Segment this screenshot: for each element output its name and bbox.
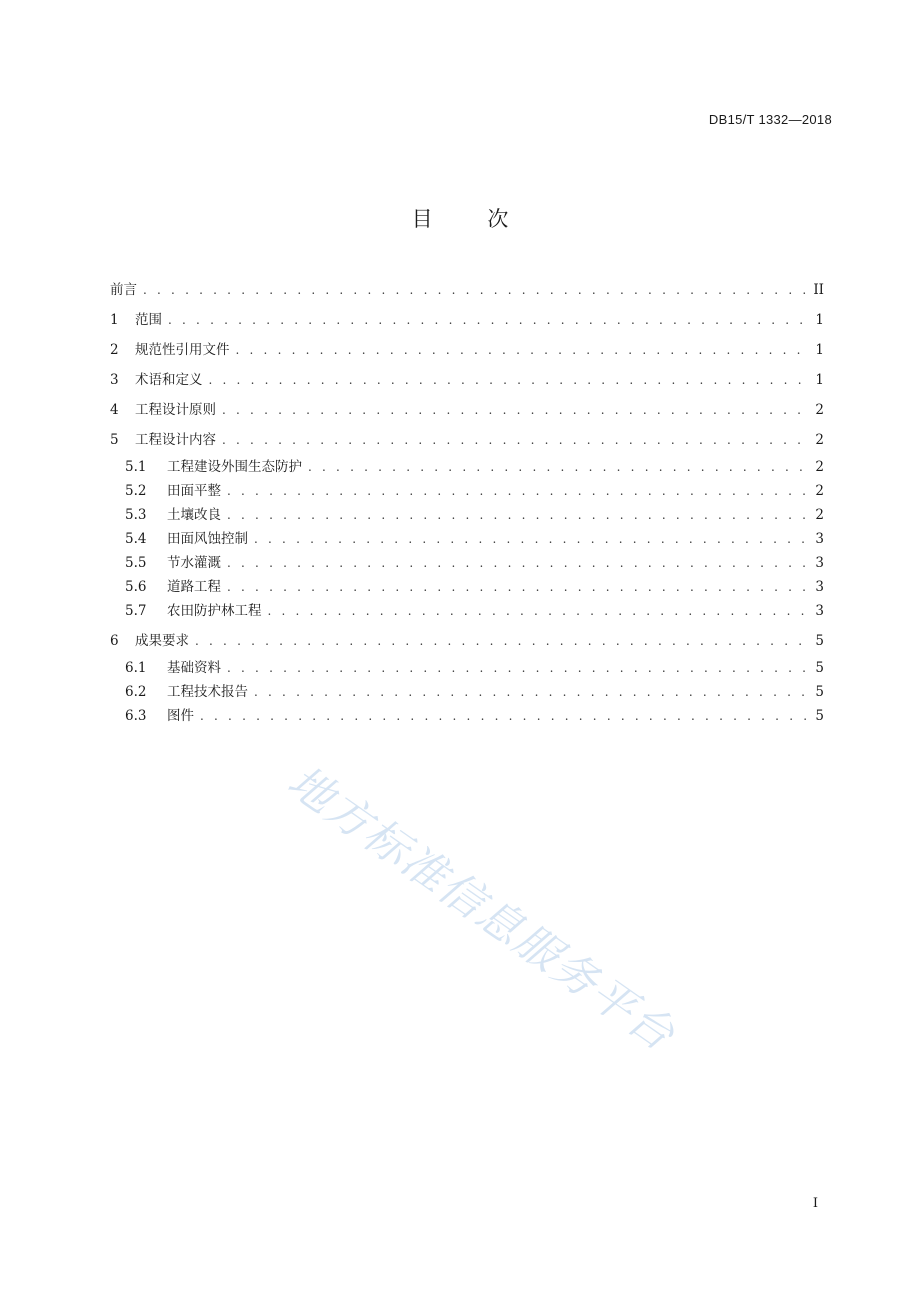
toc-leader-dots [254, 680, 808, 704]
toc-entry-number: 6.2 [125, 684, 147, 700]
toc-entry-number: 2 [110, 342, 119, 358]
watermark: 地方标准信息服务平台 [278, 755, 685, 1062]
toc-entry-label: 术语和定义 [135, 372, 203, 388]
toc-entry-5-4[interactable] [110, 527, 824, 551]
toc-entry-number: 5.5 [125, 555, 147, 571]
toc-leader-dots [227, 479, 808, 503]
toc-entry-page: 3 [815, 555, 824, 571]
toc-leader-dots [200, 704, 808, 728]
toc-leader-dots [195, 629, 808, 653]
toc-entry-page: II [813, 282, 824, 298]
toc-entry-label: 工程技术报告 [167, 684, 248, 700]
toc-entry-page: 5 [815, 633, 824, 649]
toc-entry-5-5[interactable] [110, 551, 824, 575]
toc-entry-number: 5 [110, 432, 119, 448]
toc-entry-page: 1 [815, 372, 824, 388]
toc-entry-label: 农田防护林工程 [167, 603, 262, 619]
toc-entry-page: 1 [815, 312, 824, 328]
toc-entry-5[interactable] [110, 428, 824, 458]
toc-entry-6-1[interactable] [110, 656, 824, 680]
toc-entry-number: 5.6 [125, 579, 147, 595]
toc-entry-number: 5.2 [125, 483, 147, 499]
toc-entry-label: 节水灌溉 [167, 555, 221, 571]
toc-leader-dots [227, 551, 808, 575]
toc-entry-page: 3 [815, 531, 824, 547]
table-of-contents [110, 278, 824, 728]
toc-entry-label: 成果要求 [135, 633, 189, 649]
toc-leader-dots [254, 527, 808, 551]
toc-entry-number: 6.1 [125, 660, 147, 676]
toc-leader-dots [143, 278, 807, 302]
toc-leader-dots [209, 368, 809, 392]
toc-entry-label: 前言 [110, 282, 137, 298]
toc-entry-page: 2 [815, 483, 824, 499]
toc-entry-number: 4 [110, 402, 119, 418]
toc-entry-label: 田面风蚀控制 [167, 531, 248, 547]
toc-entry-6-3[interactable] [110, 704, 824, 728]
toc-entry-label: 道路工程 [167, 579, 221, 595]
toc-entry-5-6[interactable] [110, 575, 824, 599]
toc-entry-number: 3 [110, 372, 119, 388]
toc-entry-label: 图件 [167, 708, 194, 724]
toc-entry-number: 6.3 [125, 708, 147, 724]
toc-entry-page: 1 [815, 342, 824, 358]
toc-entry-label: 基础资料 [167, 660, 221, 676]
toc-entry-page: 2 [815, 459, 824, 475]
toc-entry-6[interactable] [110, 629, 824, 659]
toc-leader-dots [222, 398, 808, 422]
toc-entry-foreword[interactable] [110, 278, 824, 308]
toc-entry-label: 工程设计原则 [135, 402, 216, 418]
toc-entry-page: 2 [815, 402, 824, 418]
toc-leader-dots [268, 599, 809, 623]
toc-entry-number: 5.1 [125, 459, 147, 475]
toc-entry-5-1[interactable] [110, 455, 824, 479]
toc-entry-label: 工程建设外围生态防护 [167, 459, 302, 475]
toc-leader-dots [168, 308, 808, 332]
toc-entry-page: 2 [815, 432, 824, 448]
toc-entry-page: 2 [815, 507, 824, 523]
toc-leader-dots [227, 575, 808, 599]
toc-entry-2[interactable] [110, 338, 824, 368]
toc-entry-page: 3 [815, 603, 824, 619]
toc-entry-label: 规范性引用文件 [135, 342, 230, 358]
toc-entry-page: 3 [815, 579, 824, 595]
toc-entry-5-3[interactable] [110, 503, 824, 527]
page-title: 目 次 [411, 207, 533, 231]
toc-entry-number: 5.7 [125, 603, 147, 619]
toc-entry-label: 范围 [135, 312, 162, 328]
toc-leader-dots [222, 428, 808, 452]
toc-entry-number: 5.3 [125, 507, 147, 523]
toc-entry-label: 田面平整 [167, 483, 221, 499]
toc-entry-4[interactable] [110, 398, 824, 428]
toc-entry-number: 6 [110, 633, 119, 649]
toc-entry-5-7[interactable] [110, 599, 824, 623]
toc-entry-page: 5 [815, 708, 824, 724]
toc-entry-page: 5 [815, 660, 824, 676]
toc-entry-1[interactable] [110, 308, 824, 338]
toc-entry-3[interactable] [110, 368, 824, 398]
toc-leader-dots [308, 455, 808, 479]
document-id: DB15/T 1332—2018 [708, 112, 832, 127]
toc-entry-label: 工程设计内容 [135, 432, 216, 448]
toc-entry-number: 1 [110, 312, 119, 328]
toc-leader-dots [227, 656, 808, 680]
toc-entry-6-2[interactable] [110, 680, 824, 704]
toc-entry-number: 5.4 [125, 531, 147, 547]
toc-leader-dots [236, 338, 809, 362]
toc-leader-dots [227, 503, 808, 527]
toc-entry-label: 土壤改良 [167, 507, 221, 523]
toc-entry-5-2[interactable] [110, 479, 824, 503]
page-number: I [812, 1196, 818, 1211]
toc-entry-page: 5 [815, 684, 824, 700]
